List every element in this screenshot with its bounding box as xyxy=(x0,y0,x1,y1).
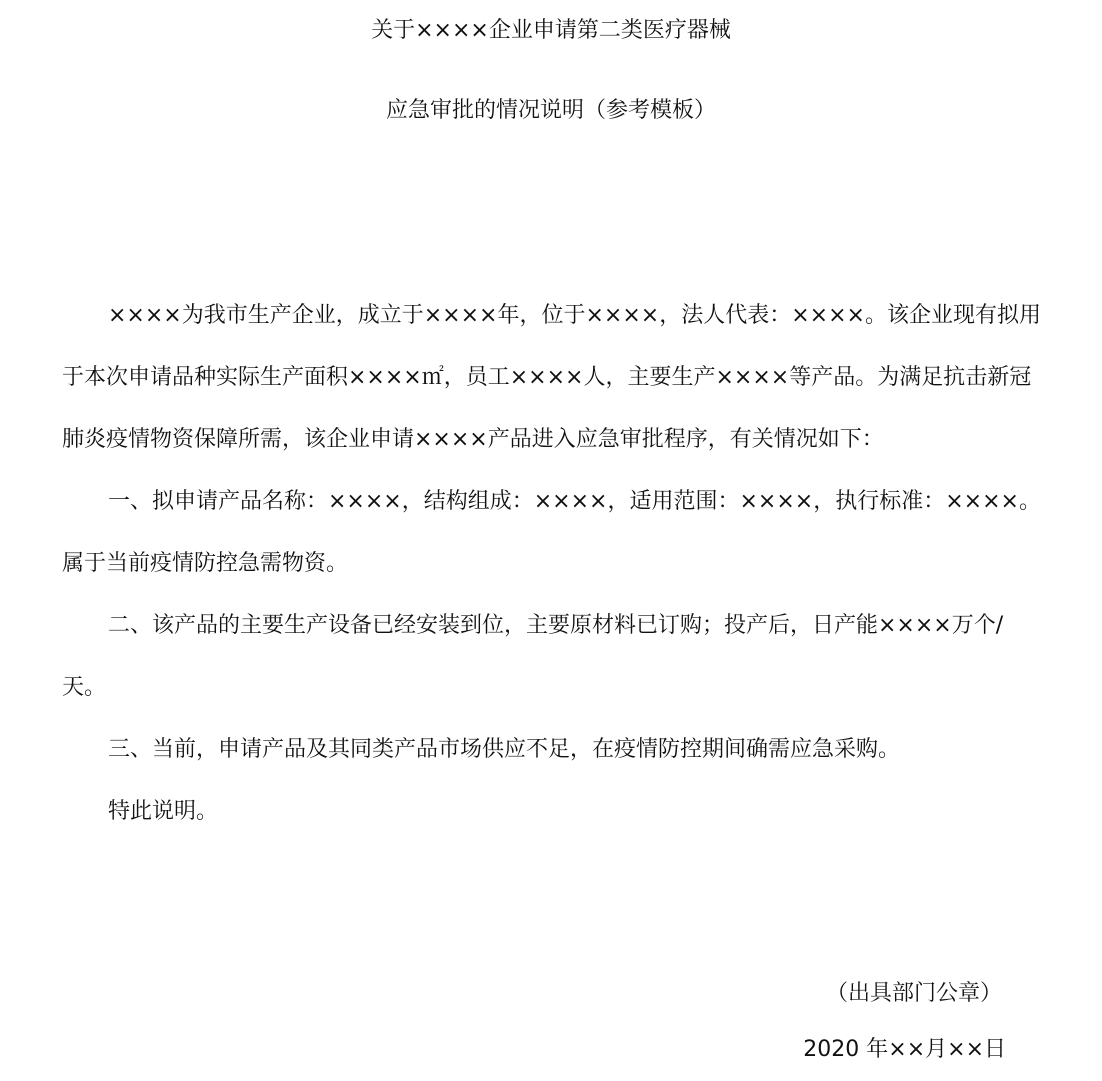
signature-date: 2020 年××月××日 xyxy=(803,1037,1006,1062)
body-item-one-line-2: 属于当前疫情防控急需物资。 xyxy=(62,551,349,576)
body-item-two-line-2: 天。 xyxy=(62,675,107,700)
body-paragraph-intro-line-1: ××××为我市生产企业，成立于××××年，位于××××，法人代表：××××。该企业现有拟用 xyxy=(108,303,1041,328)
body-closing: 特此说明。 xyxy=(108,799,219,824)
body-paragraph-intro-line-2: 于本次申请品种实际生产面积××××㎡，员工××××人，主要生产××××等产品。为满足抗击新冠 xyxy=(62,365,1032,390)
body-item-one-line-1: 一、拟申请产品名称：××××，结构组成：××××，适用范围：××××，执行标准：××××。 xyxy=(108,489,1041,514)
body-paragraph-intro-line-3: 肺炎疫情物资保障所需，该企业申请××××产品进入应急审批程序，有关情况如下： xyxy=(62,427,884,452)
body-item-two-line-1: 二、该产品的主要生产设备已经安装到位，主要原材料已订购；投产后，日产能××××万个/ xyxy=(108,613,1004,638)
document-title-line-2: 应急审批的情况说明（参考模板） xyxy=(385,98,716,123)
signature-unit-seal: （出具部门公章） xyxy=(825,981,1002,1006)
document-title-line-1: 关于××××企业申请第二类医疗器械 xyxy=(371,18,731,43)
body-item-three: 三、当前，申请产品及其同类产品市场供应不足，在疫情防控期间确需应急采购。 xyxy=(108,737,901,762)
